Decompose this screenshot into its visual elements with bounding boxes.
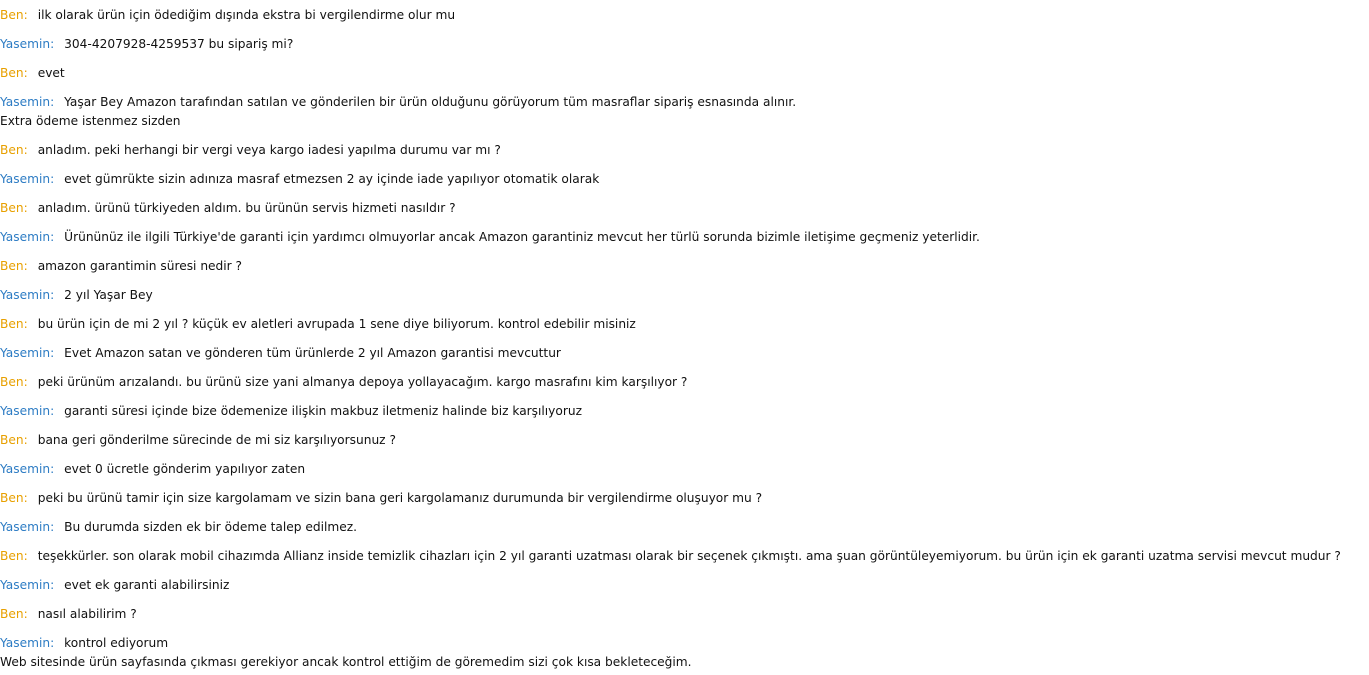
message-speaker: Yasemin: — [0, 95, 55, 109]
message-text: evet — [37, 66, 65, 80]
message-text: teşekkürler. son olarak mobil cihazımda Allianz inside temizlik cihazları için 2 yıl garanti uzatması olarak bir seçenek çıkmıştı. ama şuan görüntüleyemiyorum. bu ürün için ek garanti uzatma servisi mevcut mudur ? — [37, 549, 1341, 563]
message-text: anladım. peki herhangi bir vergi veya kargo iadesi yapılma durumu var mı ? — [37, 143, 501, 157]
chat-message — [0, 6, 1369, 25]
message-speaker: Yasemin: — [0, 462, 55, 476]
chat-message — [0, 286, 1369, 305]
message-speaker: Ben: — [0, 549, 28, 563]
chat-message — [0, 228, 1369, 247]
message-text: 2 yıl Yaşar Bey — [64, 288, 153, 302]
chat-message — [0, 170, 1369, 189]
message-text: ilk olarak ürün için ödediğim dışında ekstra bi vergilendirme olur mu — [37, 8, 456, 22]
message-text: Yaşar Bey Amazon tarafından satılan ve gönderilen bir ürün olduğunu görüyorum tüm masraflar sipariş esnasında alınır. — [64, 95, 797, 109]
message-text: Evet Amazon satan ve gönderen tüm ürünlerde 2 yıl Amazon garantisi mevcuttur — [64, 346, 561, 360]
message-text: peki bu ürünü tamir için size kargolamam ve sizin bana geri kargolamanız durumunda bir vergilendirme oluşuyor mu ? — [37, 491, 763, 505]
message-speaker: Ben: — [0, 607, 28, 621]
message-speaker: Yasemin: — [0, 230, 55, 244]
message-speaker: Yasemin: — [0, 404, 55, 418]
message-speaker: Yasemin: — [0, 636, 55, 650]
message-speaker: Ben: — [0, 375, 28, 389]
chat-message — [0, 199, 1369, 218]
chat-message — [0, 373, 1369, 392]
chat-message — [0, 576, 1369, 595]
chat-message — [0, 431, 1369, 450]
message-text: nasıl alabilirim ? — [37, 607, 137, 621]
chat-message — [0, 35, 1369, 54]
message-speaker: Yasemin: — [0, 37, 55, 51]
message-continuation: Extra ödeme istenmez sizden — [0, 114, 181, 128]
chat-message — [0, 93, 1369, 131]
message-speaker: Ben: — [0, 259, 28, 273]
chat-message — [0, 605, 1369, 624]
chat-message — [0, 460, 1369, 479]
chat-message — [0, 315, 1369, 334]
chat-message — [0, 257, 1369, 276]
message-speaker: Ben: — [0, 201, 28, 215]
message-text: garanti süresi içinde bize ödemenize ilişkin makbuz iletmeniz halinde biz karşılıyoruz — [64, 404, 582, 418]
message-text: kontrol ediyorum — [64, 636, 169, 650]
message-text: evet gümrükte sizin adınıza masraf etmezsen 2 ay içinde iade yapılıyor otomatik olarak — [64, 172, 600, 186]
message-text: evet ek garanti alabilirsiniz — [64, 578, 230, 592]
message-text: evet 0 ücretle gönderim yapılıyor zaten — [64, 462, 306, 476]
message-text: anladım. ürünü türkiyeden aldım. bu ürünün servis hizmeti nasıldır ? — [37, 201, 456, 215]
message-speaker: Yasemin: — [0, 288, 55, 302]
message-text: peki ürünüm arızalandı. bu ürünü size yani almanya depoya yollayacağım. kargo masrafını kim karşılıyor ? — [37, 375, 688, 389]
message-text: Ürününüz ile ilgili Türkiye'de garanti için yardımcı olmuyorlar ancak Amazon garantiniz mevcut her türlü sorunda bizimle iletişime geçmeniz yeterlidir. — [64, 230, 980, 244]
message-continuation: Web sitesinde ürün sayfasında çıkması gerekiyor ancak kontrol ettiğim de göremedim sizi çok kısa bekleteceğim. — [0, 655, 692, 669]
message-text: bu ürün için de mi 2 yıl ? küçük ev aletleri avrupada 1 sene diye biliyorum. kontrol edebilir misiniz — [37, 317, 636, 331]
message-speaker: Yasemin: — [0, 346, 55, 360]
message-speaker: Ben: — [0, 8, 28, 22]
message-speaker: Ben: — [0, 143, 28, 157]
message-text: amazon garantimin süresi nedir ? — [37, 259, 243, 273]
chat-message — [0, 344, 1369, 363]
chat-message — [0, 547, 1369, 566]
message-speaker: Ben: — [0, 66, 28, 80]
chat-message — [0, 402, 1369, 421]
message-speaker: Yasemin: — [0, 520, 55, 534]
chat-message — [0, 489, 1369, 508]
message-speaker: Yasemin: — [0, 578, 55, 592]
message-speaker: Ben: — [0, 317, 28, 331]
chat-message — [0, 634, 1369, 672]
chat-message — [0, 518, 1369, 537]
message-text: bana geri gönderilme sürecinde de mi siz karşılıyorsunuz ? — [37, 433, 396, 447]
chat-message — [0, 64, 1369, 83]
message-speaker: Yasemin: — [0, 172, 55, 186]
message-text: Bu durumda sizden ek bir ödeme talep edilmez. — [64, 520, 358, 534]
message-speaker: Ben: — [0, 433, 28, 447]
chat-message — [0, 141, 1369, 160]
message-text: 304-4207928-4259537 bu sipariş mi? — [64, 37, 294, 51]
message-speaker: Ben: — [0, 491, 28, 505]
